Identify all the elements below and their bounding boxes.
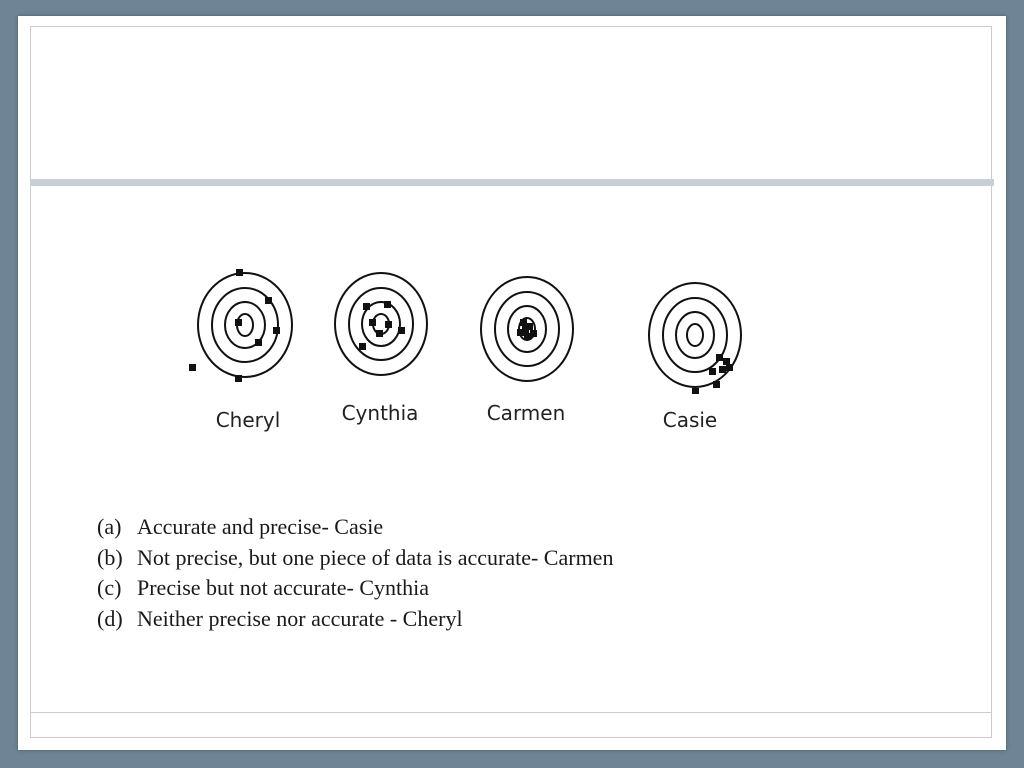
target-label-casie: Casie (662, 408, 718, 432)
answer-text: Accurate and precise- Casie (137, 514, 384, 539)
title-divider (30, 179, 994, 186)
answer-marker: (c) (97, 575, 122, 600)
target-label-cheryl: Cheryl (215, 408, 281, 432)
targets-figure (160, 245, 780, 445)
target-cheryl (198, 273, 292, 377)
target-label-carmen: Carmen (486, 401, 566, 425)
answer-text: Neither precise nor accurate - Cheryl (137, 605, 463, 631)
target-casie (649, 283, 741, 387)
answer-marker: (a) (97, 514, 122, 539)
answer-list (97, 512, 797, 634)
target-cynthia (335, 273, 427, 375)
target-label-cynthia: Cynthia (341, 401, 419, 425)
casie-shots (692, 354, 733, 394)
cynthia-shots (359, 301, 405, 350)
answer-marker: (b) (97, 544, 123, 570)
cheryl-shots (189, 269, 280, 382)
answer-marker: (d) (97, 605, 123, 631)
answer-text: Not precise, but one piece of data is accurate- Carmen (137, 544, 614, 570)
answer-item (97, 543, 797, 574)
answer-item (97, 512, 797, 543)
footer-divider (30, 712, 992, 713)
answer-text: Precise but not accurate- Cynthia (137, 575, 430, 600)
answer-item (97, 573, 797, 604)
answer-item (97, 604, 797, 635)
